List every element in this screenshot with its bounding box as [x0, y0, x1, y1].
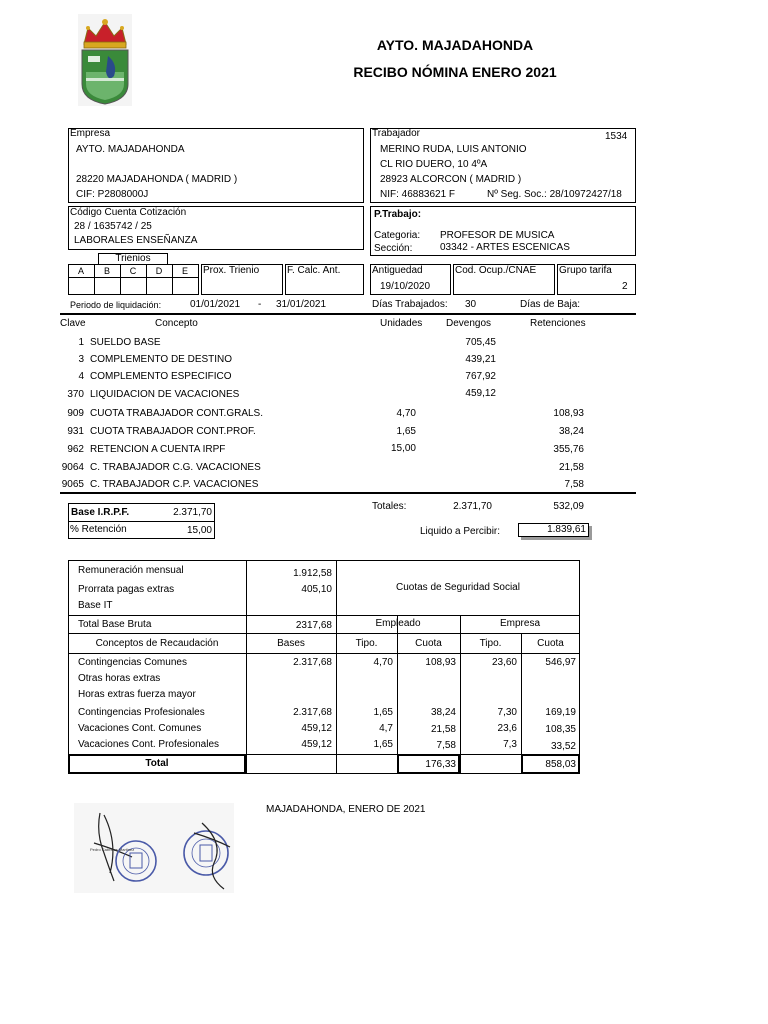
rem-label: Remuneración mensual — [78, 565, 184, 576]
periodo-to: 31/01/2021 — [276, 299, 327, 310]
col-retenciones: Retenciones — [530, 318, 586, 329]
ss-tipo-p: 23,6 — [497, 723, 517, 734]
place-date: MAJADAHONDA, ENERO DE 2021 — [266, 804, 426, 815]
prorrata-value: 405,10 — [301, 584, 332, 595]
row-unidades: 1,65 — [396, 426, 416, 437]
antiguedad-label: Antiguedad — [372, 265, 423, 276]
cotizacion-label: Código Cuenta Cotización — [70, 207, 187, 218]
dias-trabajados-label: Días Trabajados: — [372, 299, 448, 310]
crest-logo — [78, 14, 132, 106]
tbb-label: Total Base Bruta — [78, 619, 152, 630]
base-irpf-label: Base I.R.P.F. — [71, 507, 130, 518]
trabajador-label: Trabajador — [372, 128, 420, 139]
tbb-value: 2317,68 — [295, 620, 332, 631]
codocup-label: Cod. Ocup./CNAE — [455, 265, 537, 276]
seccion-value: 03342 - ARTES ESCENICAS — [440, 242, 570, 253]
col-clave: Clave — [60, 318, 86, 329]
row-concepto: LIQUIDACION DE VACACIONES — [90, 389, 240, 400]
liquido-label: Liquido a Percibir: — [420, 526, 501, 537]
row-devengos: 767,92 — [465, 371, 496, 382]
trabajador-name: MERINO RUDA, LUIS ANTONIO — [380, 144, 527, 155]
ss-total-empleado: 176,33 — [425, 759, 456, 770]
row-devengos: 705,45 — [465, 337, 496, 348]
cotizacion-code: 28 / 1635742 / 25 — [74, 221, 152, 232]
trabajador-address: CL RIO DUERO, 10 4ºA — [380, 159, 488, 170]
ss-base: 459,12 — [301, 723, 332, 734]
ss-concepto: Contingencias Profesionales — [78, 707, 205, 718]
ss-concepto: Vacaciones Cont. Comunes — [78, 723, 202, 734]
col-devengos: Devengos — [446, 318, 492, 329]
row-concepto: C. TRABAJADOR C.G. VACACIONES — [90, 462, 261, 473]
row-clave: 4 — [78, 371, 84, 382]
ss-base: 2.317,68 — [293, 657, 332, 668]
periodo-sep: - — [258, 299, 262, 310]
ss-cuota-e: 38,24 — [430, 707, 456, 718]
row-retenciones: 7,58 — [564, 479, 584, 490]
periodo-label: Periodo de liquidación: — [70, 300, 162, 310]
ss-concepto: Contingencias Comunes — [78, 657, 187, 668]
empresa-label: Empresa — [70, 128, 111, 139]
retencion-value: 15,00 — [186, 525, 212, 536]
totales-retenciones: 532,09 — [553, 501, 584, 512]
header-line1: AYTO. MAJADAHONDA — [376, 37, 534, 53]
signer-name: Pedro Cabrejos Martinez — [90, 847, 135, 852]
bases-label: Bases — [277, 638, 305, 649]
trienio-col-d: D — [155, 266, 163, 276]
base-irpf-value: 2.371,70 — [173, 507, 212, 518]
trabajador-nif: NIF: 46883621 F — [380, 189, 456, 200]
ss-cuota-p: 546,97 — [545, 657, 576, 668]
empresa-city: 28220 MAJADAHONDA ( MADRID ) — [76, 174, 238, 185]
ss-cuota-e: 21,58 — [430, 724, 456, 735]
tipo-p-label: Tipo. — [479, 638, 502, 649]
totales-label: Totales: — [372, 501, 407, 512]
cuota-p-label: Cuota — [537, 638, 564, 649]
empresa-cuota-label: Empresa — [499, 618, 540, 629]
trienios-label: Trienios — [115, 253, 151, 264]
trienio-col-a: A — [77, 266, 84, 276]
ss-cuota-p: 108,35 — [545, 724, 576, 735]
cuotas-label: Cuotas de Seguridad Social — [396, 582, 520, 593]
dias-baja-label: Días de Baja: — [520, 299, 581, 310]
row-clave: 962 — [67, 444, 84, 455]
header-line2: RECIBO NÓMINA ENERO 2021 — [353, 64, 557, 80]
seccion-label: Sección: — [374, 243, 413, 254]
row-concepto: COMPLEMENTO ESPECIFICO — [90, 371, 232, 382]
totales-devengos: 2.371,70 — [453, 501, 492, 512]
row-clave: 909 — [67, 408, 84, 419]
trienio-col-c: C — [129, 266, 137, 276]
ss-tipo-p: 23,60 — [491, 657, 517, 668]
col-unidades: Unidades — [380, 318, 423, 329]
empresa-cif: CIF: P2808000J — [76, 189, 149, 200]
cotizacion-type: LABORALES ENSEÑANZA — [74, 235, 198, 246]
ss-tipo-p: 7,3 — [503, 739, 517, 750]
row-clave: 1 — [78, 337, 84, 348]
rem-value: 1.912,58 — [293, 568, 332, 579]
ss-base: 2.317,68 — [293, 707, 332, 718]
empresa-name: AYTO. MAJADAHONDA — [76, 144, 185, 155]
trabajador-city: 28923 ALCORCON ( MADRID ) — [380, 174, 522, 185]
ss-tipo-e: 4,70 — [373, 657, 393, 668]
row-retenciones: 21,58 — [558, 462, 584, 473]
ss-cuota-p: 33,52 — [550, 741, 576, 752]
ss-tipo-e: 1,65 — [373, 739, 393, 750]
row-devengos: 459,12 — [465, 388, 496, 399]
ss-total-label: Total — [145, 758, 169, 769]
row-clave: 9064 — [61, 462, 84, 473]
row-concepto: COMPLEMENTO DE DESTINO — [90, 354, 233, 365]
prorrata-label: Prorrata pagas extras — [78, 584, 175, 595]
ss-concepto: Vacaciones Cont. Profesionales — [78, 739, 220, 750]
ss-cuota-e: 108,93 — [425, 657, 456, 668]
ss-tipo-e: 4,7 — [379, 723, 393, 734]
ss-tipo-e: 1,65 — [373, 707, 393, 718]
periodo-from: 01/01/2021 — [190, 299, 241, 310]
retencion-label: % Retención — [70, 524, 127, 535]
row-clave: 3 — [78, 354, 84, 365]
row-devengos: 439,21 — [465, 354, 496, 365]
ss-cuota-p: 169,19 — [545, 707, 576, 718]
trienio-col-b: B — [103, 266, 110, 276]
ss-base: 459,12 — [301, 739, 332, 750]
row-retenciones: 355,76 — [553, 444, 584, 455]
empleado-label: Empleado — [375, 618, 421, 629]
prox-trienio-label: Prox. Trienio — [203, 265, 260, 276]
dias-trabajados-value: 30 — [465, 299, 477, 310]
categoria-value: PROFESOR DE MUSICA — [440, 230, 555, 241]
trienio-col-e: E — [181, 266, 188, 276]
grupo-label: Grupo tarifa — [559, 265, 612, 276]
row-concepto: CUOTA TRABAJADOR CONT.GRALS. — [90, 408, 263, 419]
row-concepto: C. TRABAJADOR C.P. VACACIONES — [90, 479, 259, 490]
trabajador-number: 1534 — [605, 131, 628, 142]
grupo-value: 2 — [622, 281, 628, 292]
ss-concepto: Otras horas extras — [78, 673, 161, 684]
col-concepto: Concepto — [155, 318, 198, 329]
categoria-label: Categoria: — [374, 230, 421, 241]
antiguedad-value: 19/10/2020 — [380, 281, 431, 292]
row-clave: 931 — [67, 426, 84, 437]
row-concepto: CUOTA TRABAJADOR CONT.PROF. — [90, 426, 256, 437]
row-concepto: RETENCION A CUENTA IRPF — [90, 444, 226, 455]
row-concepto: SUELDO BASE — [90, 337, 161, 348]
ss-concepto: Horas extras fuerza mayor — [78, 689, 196, 700]
liquido-value: 1.839,61 — [547, 524, 586, 535]
tipo-e-label: Tipo. — [355, 638, 378, 649]
trabajador-nss: Nº Seg. Soc.: 28/10972427/18 — [487, 189, 622, 200]
ss-total-empresa: 858,03 — [545, 759, 576, 770]
signature-stamp-image — [74, 803, 234, 893]
row-clave: 370 — [67, 389, 84, 400]
ss-tipo-p: 7,30 — [497, 707, 517, 718]
row-retenciones: 38,24 — [558, 426, 584, 437]
row-unidades: 15,00 — [390, 443, 416, 454]
row-retenciones: 108,93 — [553, 408, 584, 419]
row-clave: 9065 — [61, 479, 84, 490]
ss-cuota-e: 7,58 — [436, 740, 456, 751]
baseit-label: Base IT — [78, 600, 113, 611]
row-unidades: 4,70 — [396, 408, 416, 419]
cuota-e-label: Cuota — [415, 638, 442, 649]
ptrabajo-label: P.Trabajo: — [374, 209, 422, 220]
fcalc-label: F. Calc. Ant. — [287, 265, 341, 276]
conceptos-label: Conceptos de Recaudación — [95, 638, 219, 649]
